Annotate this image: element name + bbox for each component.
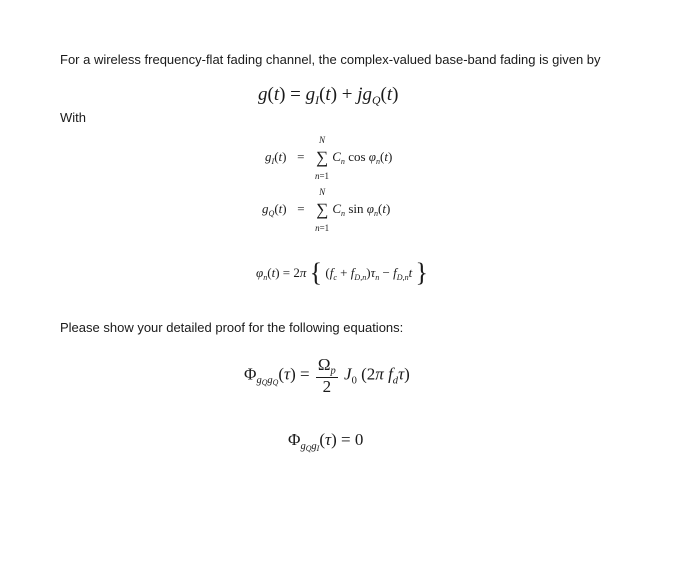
equation-result-autocorrelation: $\Phi_{gQgQ}(\tau)$ = $\frac{\Omega_p}{2}$ $J_0$ (2π $f_d\tau$) xyxy=(244,355,410,396)
equation-result-crosscorrelation: $\Phi_{gQgI}(\tau) = 0$ xyxy=(288,430,364,453)
equation-phi-definition: $\varphi_n(t) = 2\pi$ { $(f_c + f_{D,n})\tau_n - f_{D,n}t$ } xyxy=(256,258,428,287)
prompt-text: Please show your detailed proof for the following equations: xyxy=(60,320,404,335)
equation-gI-definition: $g_I(t)$ = N ∑ n=1 $C_n$ $\cos \varphi_n(t)$ xyxy=(265,135,393,181)
with-label: With xyxy=(60,110,86,125)
intro-text: For a wireless frequency-flat fading channel, the complex-valued base-band fading is given by xyxy=(60,52,601,67)
equation-gQ-definition: $g_Q(t)$ = N ∑ n=1 $C_n$ $\sin \varphi_n(t)$ xyxy=(262,187,391,233)
equation-g-definition: $g(t) = g_I(t) + jg_Q(t)$ xyxy=(258,84,399,108)
